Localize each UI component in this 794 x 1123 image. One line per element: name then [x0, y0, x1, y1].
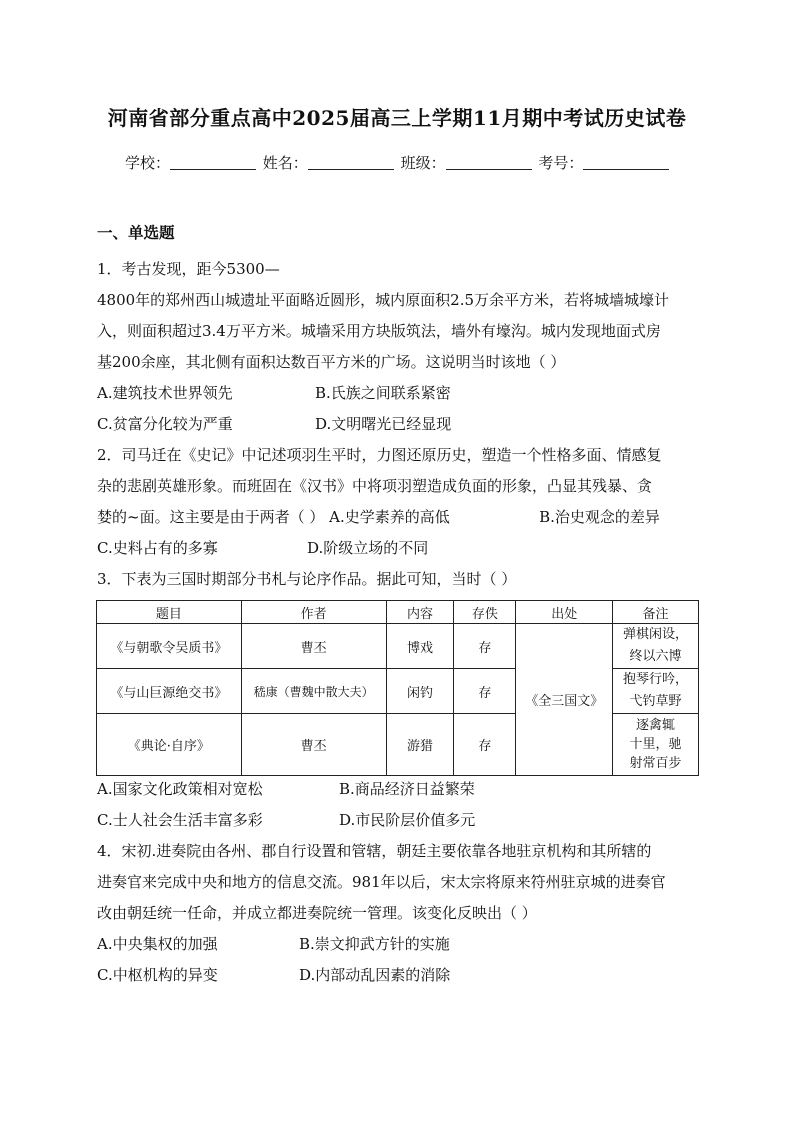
note-line: 弋钓草野: [629, 694, 682, 709]
q2-line: 杂的悲剧英雄形象。而班固在《汉书》中将项羽塑造成负面的形象，凸显其残暴、贪: [97, 477, 653, 495]
q1-options-row: [97, 414, 451, 434]
q3-option-c[interactable]: C.士人社会生活丰富多彩: [97, 811, 263, 829]
table-header: 作者: [241, 601, 386, 624]
table-cell-content: 游猎: [386, 714, 454, 776]
class-blank[interactable]: [446, 157, 532, 170]
note-line: 抱琴行吟，: [623, 672, 689, 687]
q2-option-c[interactable]: C.史料占有的多寡: [97, 539, 218, 557]
table-header: 题目: [97, 601, 242, 624]
table-cell-author: 嵇康（曹魏中散大夫）: [241, 669, 386, 714]
table-cell-content: 闲钓: [386, 669, 454, 714]
q1-line: 1．考古发现，距今5300—: [97, 260, 280, 278]
table-cell-note: [613, 624, 699, 669]
note-line: 十里，驰: [629, 737, 682, 752]
note-line: 射常百步: [629, 756, 682, 771]
exam-number-blank[interactable]: [583, 157, 669, 170]
q3-stem: 3．下表为三国时期部分书札与论序作品。据此可知，当时（ ）: [97, 570, 517, 588]
table-header: 内容: [386, 601, 454, 624]
name-blank[interactable]: [308, 157, 394, 170]
q3-option-b[interactable]: B.商品经济日益繁荣: [339, 780, 475, 798]
class-label: 班级：: [400, 154, 446, 172]
table-cell-title: 《典论·自序》: [97, 714, 242, 776]
school-label: 学校：: [125, 154, 171, 172]
note-line: 终以六博: [629, 649, 682, 664]
q3-option-d[interactable]: D.市民阶层价值多元: [339, 811, 476, 829]
table-row: [97, 624, 699, 669]
q1-line: 4800年的郑州西山城遗址平面略近圆形，城内原面积2.5万余平方米，若将城墙城壕计: [97, 291, 670, 309]
q2-options-row: [97, 538, 428, 558]
table-cell-source: 《全三国文》: [516, 624, 613, 776]
q3-table: [96, 600, 699, 776]
table-cell-title: 《与山巨源绝交书》: [97, 669, 242, 714]
q2-line: 2．司马迁在《史记》中记述项羽生平时，力图还原历史，塑造一个性格多面、情感复: [97, 446, 662, 464]
q2-option-d[interactable]: D.阶级立场的不同: [307, 539, 429, 557]
table-cell-author: 曹丕: [241, 714, 386, 776]
table-cell-status: 存: [454, 669, 516, 714]
q2-line: 婪的~面。这主要是由于两者（ ）: [97, 508, 325, 526]
q4-line: 改由朝廷统一任命，并成立都进奏院统一管理。该变化反映出（ ）: [97, 904, 537, 922]
exam-number-label: 考号：: [538, 154, 584, 172]
student-info-row: [125, 152, 685, 173]
q1-option-b[interactable]: B.氏族之间联系紧密: [315, 384, 451, 402]
table-cell-status: 存: [454, 714, 516, 776]
table-header: 备注: [613, 601, 699, 624]
table-cell-note: [613, 714, 699, 776]
q4-options-row: [97, 965, 450, 985]
q4-option-c[interactable]: C.中枢机构的异变: [97, 966, 218, 984]
q2-option-a[interactable]: A.史学素养的高低: [329, 508, 450, 526]
q3-option-a[interactable]: A.国家文化政策相对宽松: [97, 780, 263, 798]
q1-option-a[interactable]: A.建筑技术世界领先: [97, 384, 233, 402]
q4-line: 4．宋初.进奏院由各州、郡自行设置和管辖，朝廷主要依靠各地驻京机构和其所辖的: [97, 842, 652, 860]
q4-option-b[interactable]: B.崇文抑武方针的实施: [299, 935, 450, 953]
exam-title: 河南省部分重点高中2025届高三上学期11月期中考试历史试卷: [107, 106, 687, 130]
q1-option-c[interactable]: C.贫富分化较为严重: [97, 415, 233, 433]
table-cell-status: 存: [454, 624, 516, 669]
school-blank[interactable]: [170, 157, 256, 170]
table-cell-content: 博戏: [386, 624, 454, 669]
table-cell-note: [613, 669, 699, 714]
q4-options-row: [97, 934, 450, 954]
q3-options-row: [97, 810, 475, 830]
q1-line: 基200余座，其北侧有面积达数百平方米的广场。这说明当时该地（ ）: [97, 353, 566, 371]
q2-option-b[interactable]: B.治史观念的差异: [539, 508, 660, 526]
q3-options-row: [97, 779, 475, 799]
q1-options-row: [97, 383, 451, 403]
q1-option-d[interactable]: D.文明曙光已经显现: [315, 415, 452, 433]
note-line: 逐禽辄: [636, 718, 676, 733]
name-label: 姓名：: [262, 154, 308, 172]
table-header: 出处: [516, 601, 613, 624]
note-line: 弹棋闲设，: [623, 627, 689, 642]
table-cell-title: 《与朝歌令吴质书》: [97, 624, 242, 669]
q2-line-with-options: [97, 507, 660, 527]
q4-option-a[interactable]: A.中央集权的加强: [97, 935, 218, 953]
q4-option-d[interactable]: D.内部动乱因素的消除: [299, 966, 451, 984]
table-header-row: [97, 601, 699, 624]
table-cell-author: 曹丕: [241, 624, 386, 669]
q4-line: 进奏官来完成中央和地方的信息交流。981年以后，宋太宗将原来符州驻京城的进奏官: [97, 873, 666, 891]
q1-line: 入，则面积超过3.4万平方米。城墙采用方块版筑法，墙外有壕沟。城内发现地面式房: [97, 322, 661, 340]
section-heading: 一、单选题: [97, 223, 175, 242]
table-header: 存佚: [454, 601, 516, 624]
